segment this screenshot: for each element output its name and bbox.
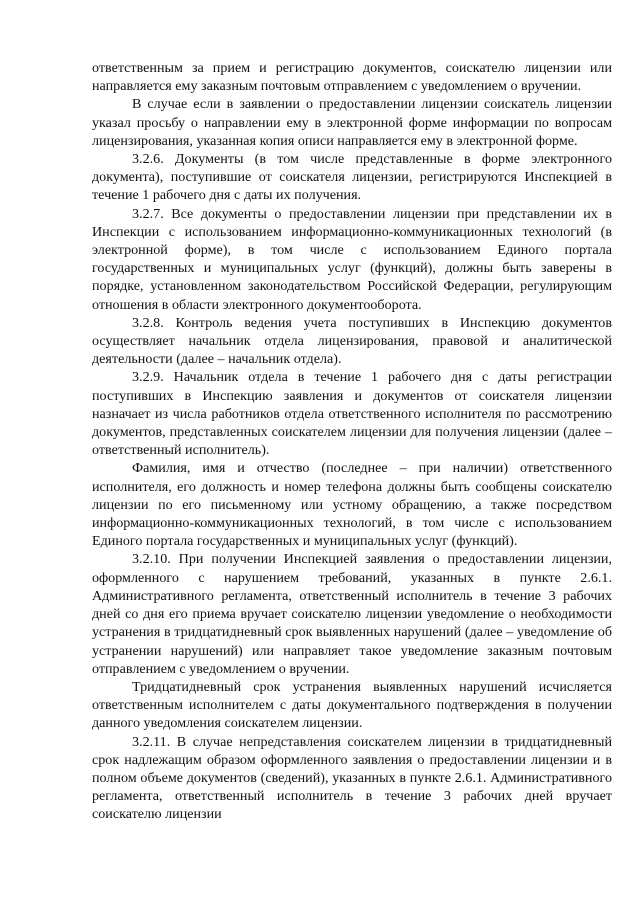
paragraph-responsible-contact: Фамилия, имя и отчество (последнее – при наличии) ответственного исполнителя, его должность и номер телефона должны быть сообщены соискателю лицензии по его письменному или устному обращению, а также посредством информационно-коммуникационных технологий, в том числе с использованием Единого портала государственных и муниципальных услуг (функций). — [92, 460, 612, 550]
paragraph-electronic-form-copy: В случае если в заявлении о предоставлении лицензии соискатель лицензии указал просьбу о направлении ему в электронной форме информации по вопросам лицензирования, указанная копия описи направляется ему в электронной форме. — [92, 96, 612, 149]
paragraph-3-2-11: 3.2.11. В случае непредставления соискателем лицензии в тридцатидневный срок надлежащим образом оформленного заявления о предоставлении лицензии и в полном объеме документов (сведений), указанных в пункте 2.6.1. Административного регламента, ответственный исполнитель в течение 3 рабочих дней вручает соискателю лицензии — [92, 733, 612, 823]
paragraph-3-2-10: 3.2.10. При получении Инспекцией заявления о предоставлении лицензии, оформленного с нарушением требований, указанных в пункте 2.6.1. Административного регламента, ответственный исполнитель в течение 3 рабочих дней со дня его приема вручает соискателю лицензии уведомление о необходимости устранения в тридцатидневный срок выявленных нарушений (далее – уведомление об устранении нарушений) или направляет такое уведомление заказным почтовым отправлением с уведомлением о вручении. — [92, 551, 612, 677]
paragraph-thirty-day-term: Тридцатидневный срок устранения выявленных нарушений исчисляется ответственным исполнителем с даты документального подтверждения в получении данного уведомления соискателем лицензии. — [92, 678, 612, 732]
paragraph-3-2-9: 3.2.9. Начальник отдела в течение 1 рабочего дня с даты регистрации поступивших в Инспекцию заявления и документов от соискателя лицензии назначает из числа работников отдела ответственного исполнителя по рассмотрению документов, представленных соискателем лицензии для получения лицензии (далее – ответственный исполнитель). — [92, 369, 612, 459]
paragraph-continuation: ответственным за прием и регистрацию документов, соискателю лицензии или направляется ему заказным почтовым отправлением с уведомлением о вручении. — [92, 60, 612, 95]
paragraph-3-2-7: 3.2.7. Все документы о предоставлении лицензии при представлении их в Инспекции с использованием информационно-коммуникационных технологий (в электронной форме), в том числе с использованием Единого портала государственных и муниципальных услуг (функций), должны быть заверены в порядке, установленном законодательством Российской Федерации, регулирующим отношения в области электронного документооборота. — [92, 205, 612, 313]
paragraph-3-2-8: 3.2.8. Контроль ведения учета поступивших в Инспекцию документов осуществляет начальник отдела лицензирования, правовой и аналитической деятельности (далее – начальник отдела). — [92, 314, 612, 368]
paragraph-3-2-6: 3.2.6. Документы (в том числе представленные в форме электронного документа), поступившие от соискателя лицензии, регистрируются Инспекцией в течение 1 рабочего дня с даты их получения. — [92, 151, 612, 204]
